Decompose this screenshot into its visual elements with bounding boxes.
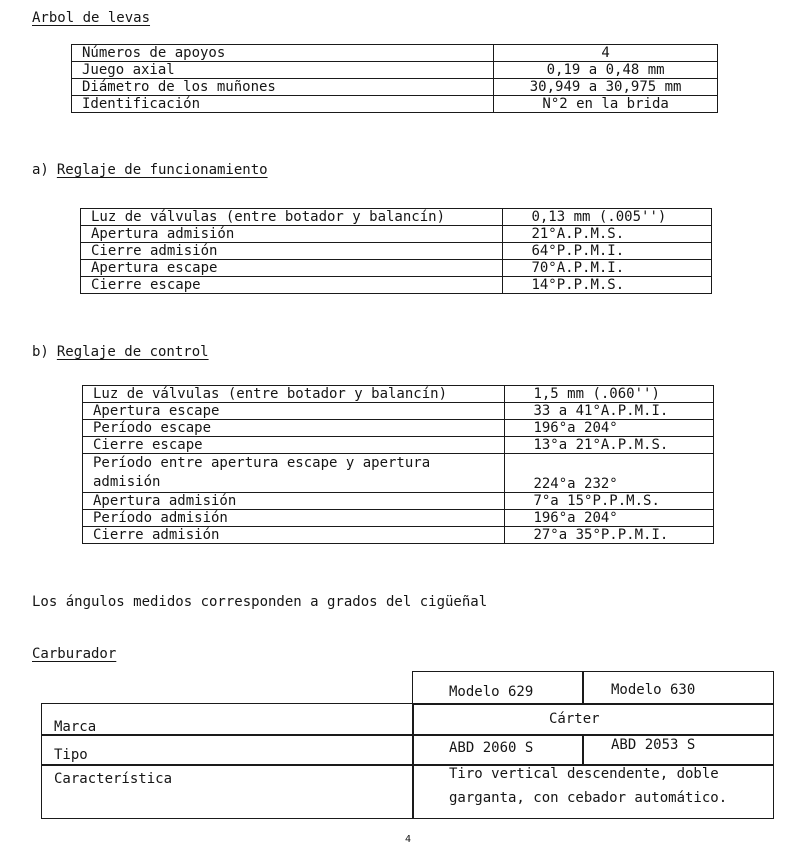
- caracteristica-line-2: garganta, con cebador automático.: [449, 790, 728, 806]
- table-row: [83, 493, 714, 510]
- row-value: 13°a 21°A.P.M.S.: [505, 437, 714, 454]
- section-prefix: a): [32, 162, 49, 178]
- table-row: [72, 45, 718, 62]
- control-heading: [32, 344, 209, 360]
- page-number: 4: [405, 834, 412, 845]
- tipo-630-value: ABD 2053 S: [611, 737, 696, 753]
- operating-heading: [32, 162, 268, 178]
- row-label: Período entre apertura escape y apertura admisión: [83, 454, 505, 493]
- section-prefix: b): [32, 344, 49, 360]
- operating-title: Reglaje de funcionamiento: [56, 162, 268, 178]
- row-value: 33 a 41°A.P.M.I.: [505, 403, 714, 420]
- row-label: Período escape: [83, 420, 505, 437]
- marca-value-cell: [412, 703, 774, 736]
- table-row: [81, 209, 712, 226]
- row-value: 14°P.P.M.S.: [503, 277, 712, 294]
- tipo-630-cell: [582, 734, 774, 766]
- tipo-label: Tipo: [54, 747, 88, 763]
- table-row: [72, 96, 718, 113]
- table-row: [83, 527, 714, 544]
- marca-value: Cárter: [549, 711, 600, 727]
- row-value: 21°A.P.M.S.: [503, 226, 712, 243]
- table-row: [83, 386, 714, 403]
- table-row: [83, 437, 714, 454]
- row-value: 1,5 mm (.060''): [505, 386, 714, 403]
- caracteristica-line-1: Tiro vertical descendente, doble: [449, 766, 719, 782]
- carburetor-title: Carburador: [32, 646, 117, 662]
- model-630-label: Modelo 630: [611, 682, 696, 698]
- row-label: Luz de válvulas (entre botador y balancín): [81, 209, 503, 226]
- header-model-630: [582, 671, 774, 705]
- row-label: Período admisión: [83, 510, 505, 527]
- table-row: [81, 243, 712, 260]
- row-label: Apertura admisión: [81, 226, 503, 243]
- row-value: 64°P.P.M.I.: [503, 243, 712, 260]
- row-value: 224°a 232°: [505, 454, 714, 493]
- row-value: 30,949 a 30,975 mm: [494, 79, 718, 96]
- operating-table: [80, 208, 712, 294]
- row-value: N°2 en la brida: [494, 96, 718, 113]
- header-model-629: [412, 671, 584, 705]
- tipo-629-value: ABD 2060 S: [449, 740, 534, 756]
- row-value: 0,13 mm (.005''): [503, 209, 712, 226]
- row-value: 0,19 a 0,48 mm: [494, 62, 718, 79]
- caracteristica-label: Característica: [54, 771, 173, 787]
- table-row: [81, 226, 712, 243]
- model-629-label: Modelo 629: [449, 684, 534, 700]
- row-value: 27°a 35°P.P.M.I.: [505, 527, 714, 544]
- table-row: [72, 79, 718, 96]
- row-value: 4: [494, 45, 718, 62]
- camshaft-title: Arbol de levas: [32, 10, 151, 26]
- caracteristica-label-cell: [41, 764, 414, 819]
- table-row: [83, 403, 714, 420]
- row-label: Diámetro de los muñones: [72, 79, 494, 96]
- row-value: 196°a 204°: [505, 510, 714, 527]
- marca-label: Marca: [54, 719, 97, 735]
- table-row: [81, 277, 712, 294]
- carburetor-table: [41, 671, 774, 819]
- control-table: [82, 385, 714, 544]
- table-row: [72, 62, 718, 79]
- row-value: 196°a 204°: [505, 420, 714, 437]
- table-row: [83, 420, 714, 437]
- row-value: 70°A.P.M.I.: [503, 260, 712, 277]
- control-title: Reglaje de control: [56, 344, 209, 360]
- tipo-label-cell: [41, 734, 414, 766]
- row-label: Cierre escape: [83, 437, 505, 454]
- row-label: Apertura admisión: [83, 493, 505, 510]
- row-label: Cierre admisión: [83, 527, 505, 544]
- row-label: Cierre escape: [81, 277, 503, 294]
- caracteristica-value-cell: [412, 764, 774, 819]
- table-row: [81, 260, 712, 277]
- row-value: 7°a 15°P.P.M.S.: [505, 493, 714, 510]
- camshaft-table: [71, 44, 718, 113]
- row-label: Identificación: [72, 96, 494, 113]
- crankshaft-note: Los ángulos medidos corresponden a grados del cigüeñal: [32, 594, 488, 610]
- tipo-629-cell: [412, 734, 584, 766]
- row-label: Números de apoyos: [72, 45, 494, 62]
- row-label: Apertura escape: [83, 403, 505, 420]
- marca-label-cell: [41, 703, 414, 736]
- row-label: Juego axial: [72, 62, 494, 79]
- row-label: Cierre admisión: [81, 243, 503, 260]
- row-label: Apertura escape: [81, 260, 503, 277]
- row-label: Luz de válvulas (entre botador y balancín): [83, 386, 505, 403]
- table-row: [83, 510, 714, 527]
- table-row: [83, 454, 714, 493]
